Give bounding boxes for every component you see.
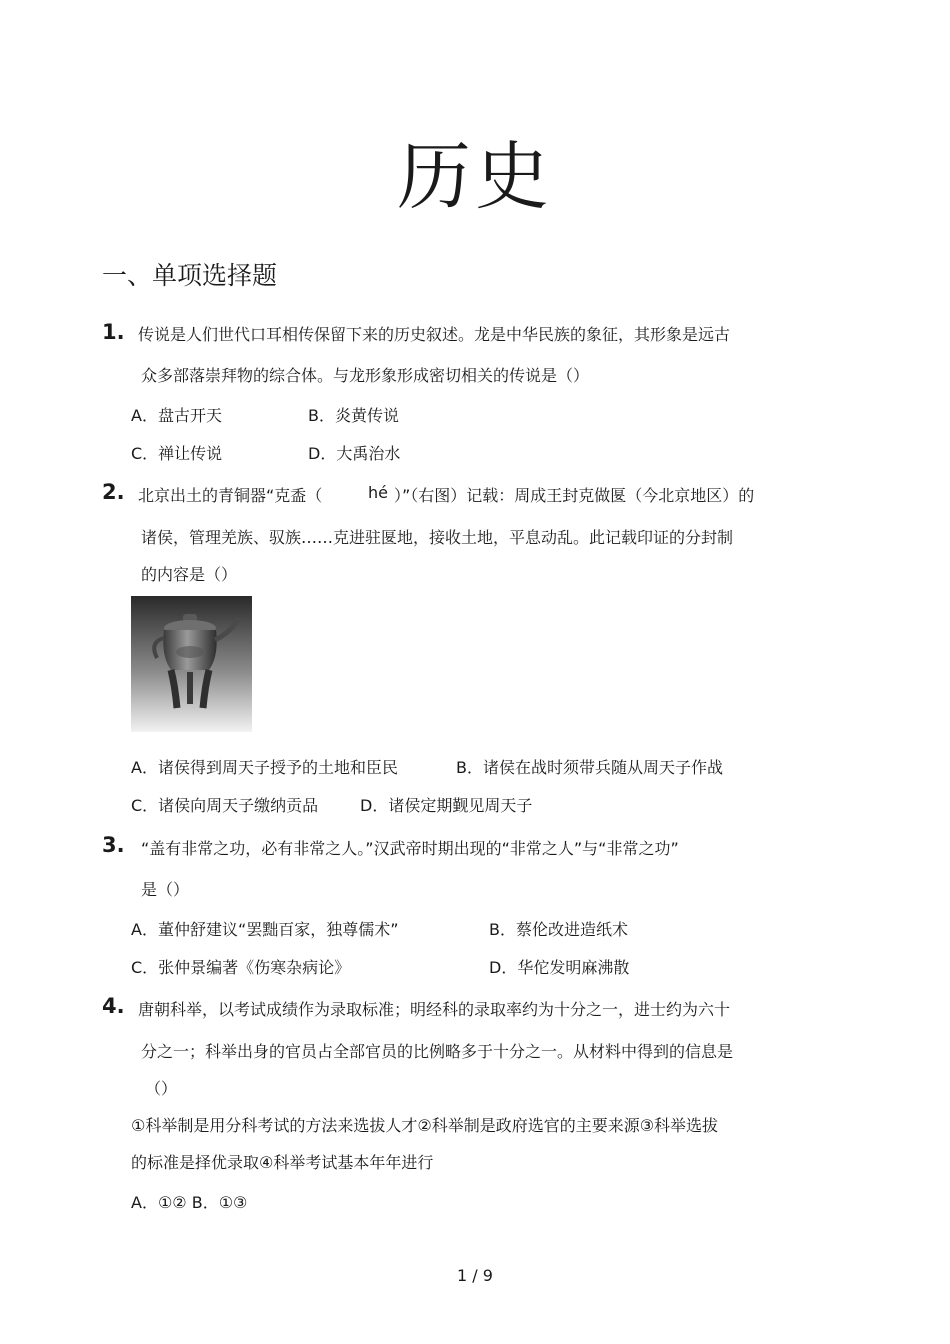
question-text: 的内容是（） [141,565,238,584]
question-text: ）”（右图）记载：周成王封克做匽（今北京地区）的 [394,486,755,505]
question-text: 分之一；科举出身的官员占全部官员的比例略多于十分之一。从材料中得到的信息是 [141,1042,734,1061]
bronze-he-vessel-image [131,596,252,732]
question-text: 唐朝科举，以考试成绩作为录取标准；明经科的录取率约为十分之一，进士约为六十 [138,1000,731,1019]
question-number: 2. [102,480,125,504]
question-text: 北京出土的青铜器“克盉（ [138,486,323,505]
question-text: “盖有非常之功，必有非常之人。”汉武帝时期出现的“非常之人”与“非常之功” [141,839,679,858]
question-number: 3. [102,833,125,857]
question-text: 是（） [141,880,190,899]
question-number: 4. [102,994,125,1018]
section-heading: 一、单项选择题 [102,261,278,290]
option-b: B．炎黄传说 [308,406,399,425]
document-title: 历史 [397,134,553,220]
option-a: A．①② B．①③ [131,1193,248,1212]
option-d: D．诸侯定期觐见周天子 [360,796,533,815]
pinyin-annotation: hé [368,483,388,502]
option-c: C．禅让传说 [131,444,223,463]
question-text: 众多部落崇拜物的综合体。与龙形象形成密切相关的传说是（） [141,366,590,385]
question-text: （） [145,1079,178,1098]
option-c: C．张仲景编著《伤寒杂病论》 [131,958,351,977]
option-d: D．大禹治水 [308,444,401,463]
option-b: B．蔡伦改进造纸术 [489,920,628,939]
option-d: D．华佗发明麻沸散 [489,958,630,977]
question-text: 传说是人们世代口耳相传保留下来的历史叙述。龙是中华民族的象征，其形象是远古 [138,325,731,344]
question-text: 的标准是择优录取④科举考试基本年年进行 [131,1153,434,1172]
question-number: 1. [102,320,125,344]
option-a: A．诸侯得到周天子授予的土地和臣民 [131,758,398,777]
option-b: B．诸侯在战时须带兵随从周天子作战 [456,758,723,777]
option-a: A．董仲舒建议“罢黜百家，独尊儒术” [131,920,399,939]
option-a: A．盘古开天 [131,406,222,425]
question-text: ①科举制是用分科考试的方法来选拔人才②科举制是政府选官的主要来源③科举选拔 [131,1116,719,1135]
question-text: 诸侯，管理羌族、驭族……克进驻匽地，接收土地，平息动乱。此记载印证的分封制 [141,528,734,547]
page-number: 1 / 9 [457,1266,493,1285]
option-c: C．诸侯向周天子缴纳贡品 [131,796,319,815]
